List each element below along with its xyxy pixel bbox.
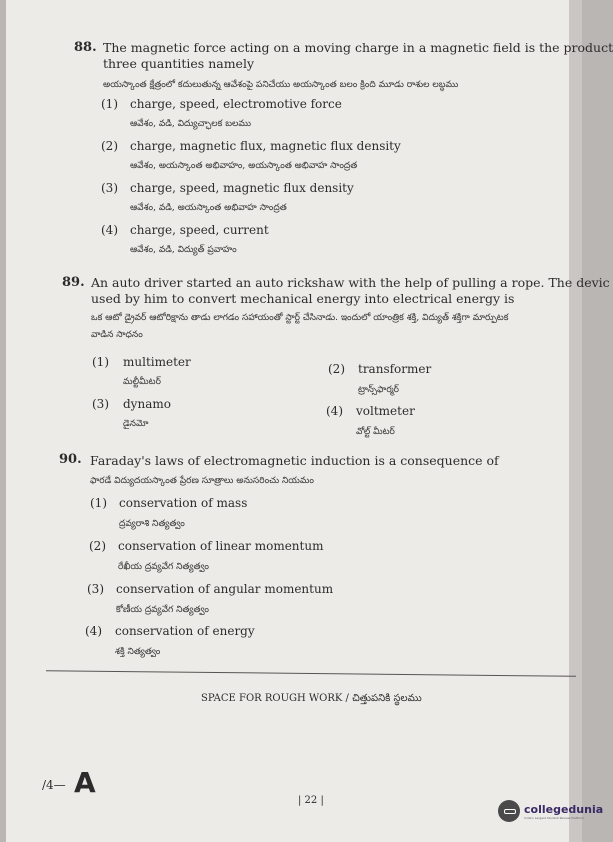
option-text: charge, magnetic flux, magnetic flux density <box>130 139 401 153</box>
option-telugu: మల్టీమీటర్ <box>123 377 161 387</box>
option-telugu: శక్తి నిత్యత్వం <box>115 647 161 657</box>
option-telugu: కోణీయ ద్రవ్యవేగ నిత్యత్వం <box>116 605 209 615</box>
option-text: charge, speed, electromotive force <box>130 97 342 111</box>
option-text: conservation of angular momentum <box>116 582 334 596</box>
option-telugu: డైనమో <box>123 419 149 429</box>
watermark-logo <box>498 800 603 822</box>
question-text-line-1: The magnetic force acting on a moving charge in a magnetic field is the product <box>103 40 613 55</box>
option-text: transformer <box>358 362 432 376</box>
option-text: multimeter <box>123 355 191 369</box>
option-number: (1) <box>101 97 118 111</box>
option-number: (4) <box>85 624 102 638</box>
option-number: (4) <box>326 404 343 418</box>
option-telugu: ఆవేశం, అయస్కాంత అభివాహం, అయస్కాంత అభివాహ సాంద్రత <box>130 161 358 171</box>
page-number: | 22 | <box>298 795 324 806</box>
option-number: (1) <box>90 496 107 510</box>
question-number: 90. <box>59 452 82 467</box>
option-text: conservation of linear momentum <box>118 539 324 553</box>
question-page <box>6 0 613 842</box>
rough-work-label: SPACE FOR ROUGH WORK / చిత్తుపనికి స్థలము <box>201 693 422 704</box>
option-number: (3) <box>101 181 118 195</box>
watermark-tagline: India's Largest Student Review Platform <box>524 815 584 820</box>
option-telugu: రేఖీయ ద్రవ్యవేగ నిత్యత్వం <box>118 562 209 572</box>
question-number: 88. <box>74 40 97 55</box>
footer-divider <box>46 670 576 677</box>
question-text-line-2: three quantities namely <box>103 56 255 71</box>
option-text: voltmeter <box>356 404 415 418</box>
option-telugu: ఆవేశం, వడి, విద్యుత్ ప్రవాహం <box>130 245 237 255</box>
page-edge <box>569 0 582 842</box>
question-telugu-line-1: అయస్కాంత క్షేత్రంలో కదులుతున్న ఆవేశంపై పనిచేయు అయస్కాంత బలం క్రింది మూడు రాశుల లబ్ధము <box>103 80 459 90</box>
option-telugu: ఆవేశం, వడి, అయస్కాంత అభివాహ సాంద్రత <box>130 203 287 213</box>
question-telugu-line-1: ఫారడే విద్యుదయస్కాంత ప్రేరణ సూత్రాలు అనుసరించు నియమం <box>90 476 314 486</box>
booklet-code-prefix: /4— <box>42 778 66 792</box>
option-text: dynamo <box>123 397 171 411</box>
option-telugu: ట్రాన్స్‌ఫార్మర్ <box>358 385 399 395</box>
option-number: (3) <box>92 397 109 411</box>
question-text-line-1: An auto driver started an auto rickshaw with the help of pulling a rope. The devic <box>91 275 610 290</box>
question-telugu-line-1: ఒక ఆటో డ్రైవర్ ఆటోరిక్షాను తాడు లాగడం సహాయంతో స్టార్ట్ చేసినాడు. ఇందులో యాంత్రిక శక్తి, విద్యుత్ శక్తిగా మార్పుటక <box>91 313 509 323</box>
watermark-brand: collegedunia <box>524 802 604 816</box>
option-number: (2) <box>101 139 118 153</box>
question-number: 89. <box>62 275 85 290</box>
option-text: conservation of mass <box>119 496 248 510</box>
option-number: (2) <box>328 362 345 376</box>
option-telugu: ద్రవ్యరాశి నిత్యత్వం <box>119 519 185 529</box>
option-number: (2) <box>89 539 106 553</box>
option-text: charge, speed, current <box>130 223 269 237</box>
option-number: (3) <box>87 582 104 596</box>
option-text: conservation of energy <box>115 624 255 638</box>
option-number: (4) <box>101 223 118 237</box>
question-text-line-2: used by him to convert mechanical energy into electrical energy is <box>91 291 515 306</box>
mascot-icon <box>498 800 520 822</box>
question-telugu-line-2: వాడిన సాధనం <box>91 330 143 340</box>
option-text: charge, speed, magnetic flux density <box>130 181 354 195</box>
option-number: (1) <box>92 355 109 369</box>
question-text-line-1: Faraday's laws of electromagnetic induction is a consequence of <box>90 453 499 468</box>
option-telugu: వోల్ట్ మీటర్ <box>356 427 395 437</box>
booklet-code-letter: A <box>74 766 96 799</box>
option-telugu: ఆవేశం, వడి, విద్యుచ్ఛాలక బలము <box>130 119 251 129</box>
